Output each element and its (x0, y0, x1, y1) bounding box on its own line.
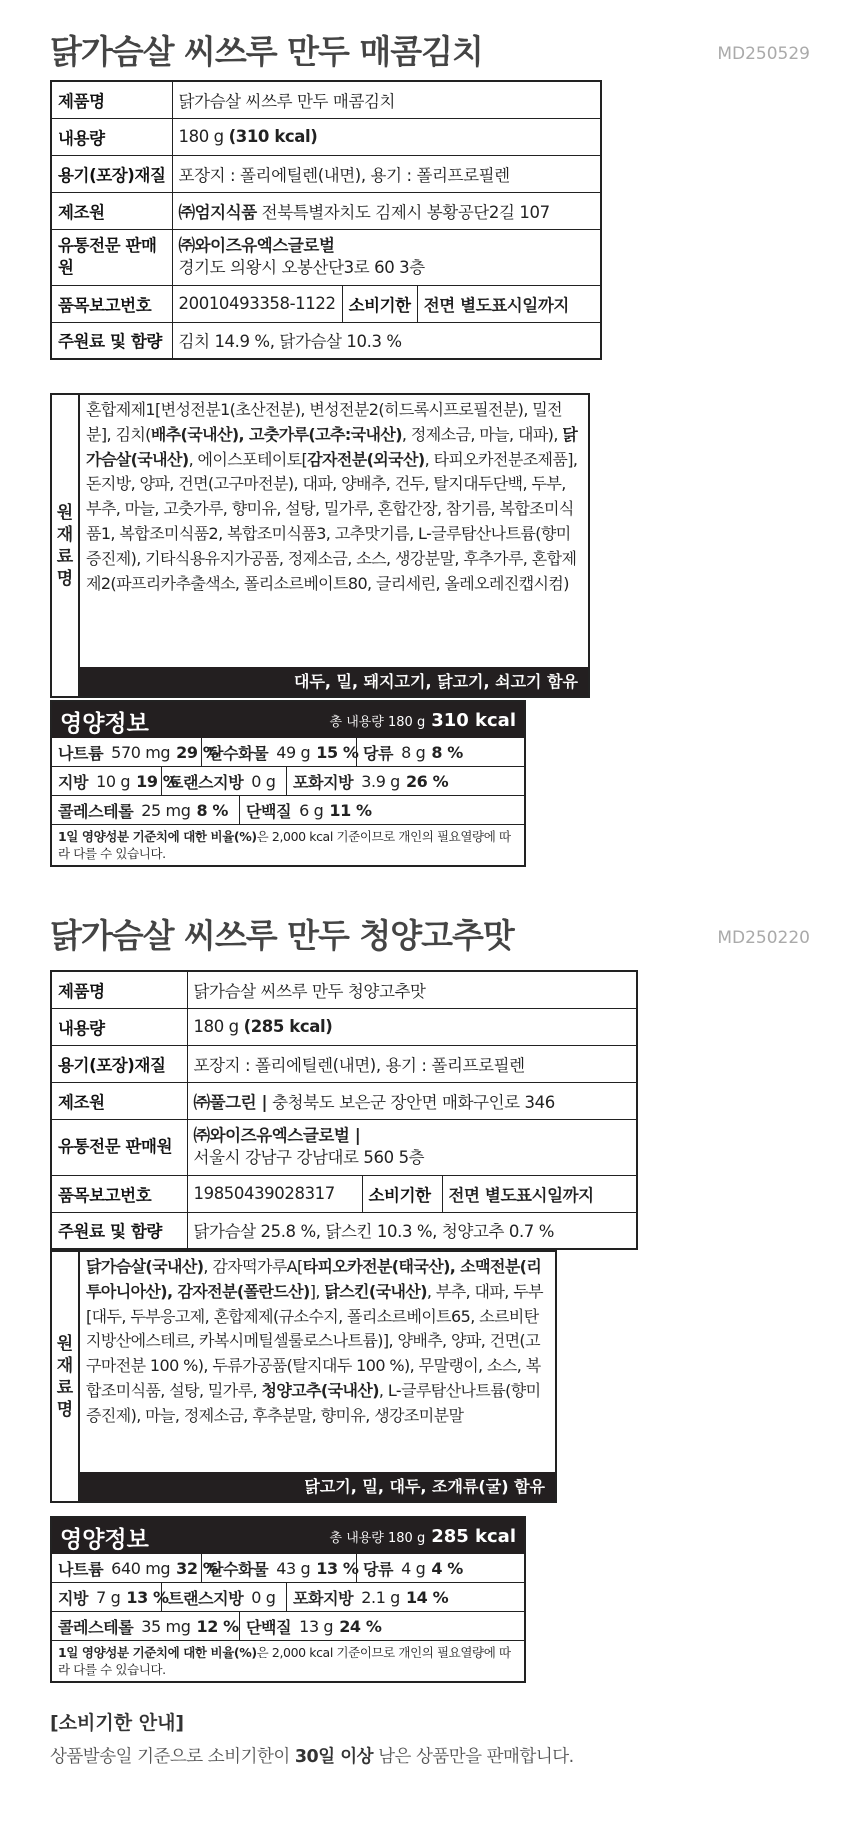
ingredient-text: , 감자떡가루A[ (203, 1257, 303, 1276)
maker-name: ㈜엄지식품 (178, 202, 257, 222)
nutrient-percent: 24 % (339, 1616, 382, 1636)
info-row-volume (51, 118, 601, 155)
ingredient-text: , L-글루탐산나트륨(향미증진제), 마늘, 정제소금, 후추분말, 향미유, 생강조미분말 (86, 1380, 541, 1425)
notice-text-bold: 30일 이상 (294, 1747, 374, 1767)
info-label: 제품명 (51, 81, 172, 118)
ingredient-text: 혼합제제1[변성전분1(초산전분), 변성전분2(히드록시프로필전분), 밀전분], 김치( (86, 400, 563, 444)
ingredient-text: , 타피오카전분조제품], 돈지방, 양파, 건면(고구마전분), 대파, 양배추, 건두, 탈지대두단백, 두부, 부추, 마늘, 고춧가루, 향미유, 설탕, 밀가루, 혼합간장, 참기름, 복합조미식품1, 복합조미식품2, 복합조미식품3, 고추맛기름, L-글루탐산나트륨(향미증진제), 기타식용유지가공품, 정제소금, 소스, 생강분말, 후추가루, 혼합제제2(파프리카추출색소, 폴리소르베이트80, 글리세린, 올레오레진캡시컴) (86, 449, 578, 593)
ingredient-highlight: 감자전분(외국산) (307, 449, 425, 469)
ingredients-side-label (52, 395, 80, 696)
info-value (187, 1008, 637, 1045)
expiry-label: 소비기한 (342, 285, 417, 322)
nutrition-box (50, 1516, 526, 1683)
info-row-main (51, 1212, 637, 1249)
nutrition-header (52, 702, 524, 738)
side-char: 명 (56, 1399, 74, 1420)
info-value (172, 118, 601, 155)
nutrient-name: 나트륨 (58, 743, 104, 763)
nutrient-cell (202, 1554, 357, 1582)
nutrient-percent: 26 % (405, 771, 449, 791)
nutrient-cell (357, 738, 524, 766)
seller-name: ㈜와이즈유엑스글로벌 (178, 236, 335, 255)
nutrient-cell (162, 767, 287, 795)
ingredient-highlight: 닭가슴살(국내산) (86, 1257, 204, 1276)
nutrient-amount: 570 mg (111, 742, 171, 762)
expiry-label: 소비기한 (362, 1175, 442, 1212)
ingredients-side-label (52, 1252, 80, 1501)
report-number: 20010493358-1122 (172, 285, 342, 322)
info-label: 내용량 (51, 1008, 187, 1045)
nutrient-amount: 49 g (276, 742, 311, 762)
ingredient-highlight: 닭가슴살(국내산) (86, 424, 578, 469)
nutrient-percent: 19 % (136, 771, 179, 791)
info-value: 닭가슴살 25.8 %, 닭스킨 10.3 %, 청양고추 0.7 % (187, 1212, 637, 1249)
nutrient-cell (357, 1554, 524, 1582)
nutrient-cell (162, 1583, 287, 1611)
nutrient-percent: 29 % (176, 742, 219, 762)
notice-text-part: 상품발송일 기준으로 소비기한이 (50, 1747, 295, 1767)
nutrient-name: 탄수화물 (208, 1559, 269, 1579)
nutrient-cell (52, 1554, 219, 1582)
nutrient-amount: 0 g (251, 1587, 276, 1607)
product-info-table (50, 80, 602, 360)
info-value (187, 1119, 637, 1175)
nutrient-cell (52, 767, 179, 795)
ingredients-text (86, 398, 582, 596)
info-row-volume (51, 1008, 637, 1045)
info-value: 포장지 : 폴리에틸렌(내면), 용기 : 폴리프로필렌 (187, 1045, 637, 1082)
total-kcal: 310 kcal (431, 710, 516, 731)
info-label: 품목보고번호 (51, 1175, 187, 1212)
product-title: 닭가슴살 씨쓰루 만두 매콤김치 (50, 32, 483, 71)
ingredient-highlight: 타피오카전분(태국산), 소맥전분(리투아니아산), 감자전분(폴란드산) (86, 1257, 542, 1301)
nutrient-name: 트랜스지방 (168, 772, 244, 792)
info-value (172, 192, 601, 229)
info-row-name (51, 971, 637, 1008)
nutrient-percent: 13 % (126, 1587, 169, 1607)
seller-address: 경기도 의왕시 오봉산단3로 60 3층 (178, 258, 425, 277)
nutrient-percent: 14 % (405, 1587, 449, 1607)
info-value: 김치 14.9 %, 닭가슴살 10.3 % (172, 322, 601, 359)
nutrient-cell (202, 738, 357, 766)
ingredient-text: ], (309, 1281, 325, 1301)
ingredients-box (50, 1250, 557, 1503)
nutrient-name: 콜레스테롤 (58, 1617, 134, 1637)
nutrition-row (52, 738, 524, 767)
expiry-value: 전면 별도표시일까지 (442, 1175, 637, 1212)
nutrient-amount: 7 g (96, 1587, 121, 1607)
nutrient-name: 나트륨 (58, 1559, 104, 1579)
ingredients-box (50, 393, 590, 698)
product-title: 닭가슴살 씨쓰루 만두 청양고추맛 (50, 916, 514, 955)
side-char: 원 (56, 1333, 74, 1354)
info-label: 유통전문 판매원 (51, 229, 172, 285)
nutrient-percent: 8 % (196, 800, 229, 820)
footnote-bold: 1일 영양성분 기준치에 대한 비율(%) (58, 829, 257, 844)
maker-name: ㈜풀그린 | (193, 1092, 268, 1112)
info-row-seller (51, 229, 601, 285)
info-row-report (51, 1175, 637, 1212)
info-row-maker (51, 192, 601, 229)
info-value: 닭가슴살 씨쓰루 만두 청양고추맛 (187, 971, 637, 1008)
maker-address: 전북특별자치도 김제시 봉황공단2길 107 (261, 202, 550, 222)
info-row-name (51, 81, 601, 118)
nutrient-percent: 32 % (176, 1558, 219, 1578)
nutrient-cell (287, 1583, 524, 1611)
info-label: 주원료 및 함량 (51, 1212, 187, 1249)
nutrient-cell (52, 1583, 169, 1611)
nutrient-name: 지방 (58, 772, 89, 792)
nutrient-amount: 6 g (299, 800, 324, 820)
side-char: 재 (56, 1355, 74, 1376)
nutrition-footnote (52, 825, 524, 865)
nutrient-amount: 640 mg (111, 1558, 171, 1578)
product-info-table (50, 970, 638, 1250)
nutrient-name: 콜레스테롤 (58, 801, 134, 821)
info-value (172, 229, 601, 285)
nutrient-percent: 15 % (316, 742, 359, 762)
nutrition-title: 영양정보 (60, 1527, 149, 1553)
nutrition-row (52, 767, 524, 796)
nutrient-amount: 4 g (401, 1558, 426, 1578)
total-label: 총 내용량 180 g (329, 715, 426, 730)
info-label: 유통전문 판매원 (51, 1119, 187, 1175)
side-char: 료 (56, 546, 74, 567)
nutrient-cell (240, 796, 524, 824)
info-row-maker (51, 1082, 637, 1119)
nutrition-box (50, 700, 526, 867)
nutrient-percent: 12 % (196, 1616, 239, 1636)
side-char: 원 (56, 502, 74, 523)
info-row-report (51, 285, 601, 322)
info-label: 용기(포장)재질 (51, 155, 172, 192)
nutrient-cell (287, 767, 524, 795)
nutrient-amount: 35 mg (141, 1616, 191, 1636)
nutrient-cell (52, 738, 219, 766)
seller-name: ㈜와이즈유엑스글로벌 | (193, 1126, 361, 1145)
info-label: 용기(포장)재질 (51, 1045, 187, 1082)
nutrient-percent: 11 % (329, 800, 372, 820)
info-row-main (51, 322, 601, 359)
info-label: 제조원 (51, 192, 172, 229)
nutrient-name: 당류 (363, 1559, 394, 1579)
notice-text-part: 남은 상품만을 판매합니다. (373, 1747, 574, 1767)
side-char: 명 (56, 568, 74, 589)
maker-address: 충청북도 보은군 장안면 매화구인로 346 (272, 1092, 555, 1112)
total-label: 총 내용량 180 g (329, 1531, 426, 1546)
side-char: 재 (56, 524, 74, 545)
expiry-value: 전면 별도표시일까지 (417, 285, 601, 322)
nutrient-amount: 8 g (401, 742, 426, 762)
allergy-bar: 닭고기, 밀, 대두, 조개류(굴) 함유 (80, 1472, 555, 1501)
info-value (187, 1082, 637, 1119)
nutrient-name: 단백질 (246, 1617, 292, 1637)
nutrient-name: 포화지방 (293, 1588, 354, 1608)
nutrition-row (52, 1612, 524, 1641)
nutrient-name: 단백질 (246, 801, 292, 821)
info-label: 품목보고번호 (51, 285, 172, 322)
allergy-bar: 대두, 밀, 돼지고기, 닭고기, 쇠고기 함유 (80, 667, 588, 696)
nutrition-rows (52, 738, 524, 825)
ingredient-text: , 정제소금, 마늘, 대파), (401, 424, 563, 444)
nutrient-name: 트랜스지방 (168, 1588, 244, 1608)
nutrition-row (52, 1554, 524, 1583)
volume-amount: 180 g (178, 127, 224, 146)
footnote-text: 은 2,000 kcal 기준이므로 개인의 필요열량에 따라 다를 수 있습니다. (58, 1645, 511, 1677)
info-label: 내용량 (51, 118, 172, 155)
nutrient-cell (52, 796, 240, 824)
footnote-text: 은 2,000 kcal 기준이므로 개인의 필요열량에 따라 다를 수 있습니다. (58, 829, 511, 861)
nutrient-name: 포화지방 (293, 772, 354, 792)
volume-kcal: (310 kcal) (228, 127, 318, 146)
info-label: 주원료 및 함량 (51, 322, 172, 359)
nutrition-row (52, 796, 524, 825)
nutrient-amount: 0 g (251, 771, 276, 791)
nutrient-amount: 3.9 g (361, 771, 400, 791)
nutrient-amount: 10 g (96, 771, 131, 791)
nutrient-cell (52, 1612, 240, 1640)
ingredient-highlight: 배추(국내산), 고춧가루(고추:국내산) (150, 424, 402, 444)
nutrient-percent: 8 % (431, 742, 463, 762)
nutrient-amount: 25 mg (141, 800, 191, 820)
nutrient-cell (240, 1612, 524, 1640)
nutrient-name: 당류 (363, 743, 394, 763)
nutrition-total (330, 1526, 517, 1547)
ingredient-text: , 부추, 대파, 두부[대두, 두부응고제, 혼합제제(규소수지, 폴리소르베이트65, 소르비탄지방산에스테르, 카복시메틸셀룰로스나트륨)], 양배추, 양파, 건면(고구마전분 100 %), 두류가공품(탈지대두 100 %), 무말랭이, 소스, 복합조미식품, 설탕, 밀가루, (86, 1281, 543, 1400)
nutrient-amount: 13 g (299, 1616, 334, 1636)
info-value: 닭가슴살 씨쓰루 만두 매콤김치 (172, 81, 601, 118)
product-code: MD250529 (717, 44, 810, 64)
nutrient-percent: 13 % (316, 1558, 359, 1578)
nutrient-name: 지방 (58, 1588, 89, 1608)
info-row-material (51, 155, 601, 192)
notice-text (50, 1743, 574, 1768)
nutrition-total (330, 710, 517, 731)
volume-amount: 180 g (193, 1017, 239, 1036)
nutrient-percent: 4 % (431, 1558, 463, 1578)
product-code: MD250220 (717, 928, 810, 948)
ingredient-text: , 에이스포테이토[ (188, 449, 308, 469)
ingredient-highlight: 닭스킨(국내산) (324, 1281, 427, 1301)
info-row-material (51, 1045, 637, 1082)
total-kcal: 285 kcal (431, 1526, 516, 1547)
info-label: 제품명 (51, 971, 187, 1008)
nutrition-row (52, 1583, 524, 1612)
info-row-seller (51, 1119, 637, 1175)
ingredient-highlight: 청양고추(국내산) (261, 1380, 379, 1400)
nutrient-name: 탄수화물 (208, 743, 269, 763)
nutrient-amount: 43 g (276, 1558, 311, 1578)
nutrition-rows (52, 1554, 524, 1641)
report-number: 19850439028317 (187, 1175, 362, 1212)
nutrition-header (52, 1518, 524, 1554)
ingredients-text (86, 1255, 549, 1429)
nutrition-title: 영양정보 (60, 711, 149, 737)
notice-heading: [소비기한 안내] (50, 1712, 185, 1734)
expiry-notice (50, 1708, 574, 1768)
info-value: 포장지 : 폴리에틸렌(내면), 용기 : 폴리프로필렌 (172, 155, 601, 192)
nutrition-footnote (52, 1641, 524, 1681)
footnote-bold: 1일 영양성분 기준치에 대한 비율(%) (58, 1645, 257, 1660)
seller-address: 서울시 강남구 강남대로 560 5층 (193, 1148, 425, 1167)
volume-kcal: (285 kcal) (243, 1017, 333, 1036)
nutrient-amount: 2.1 g (361, 1587, 400, 1607)
info-label: 제조원 (51, 1082, 187, 1119)
side-char: 료 (56, 1377, 74, 1398)
